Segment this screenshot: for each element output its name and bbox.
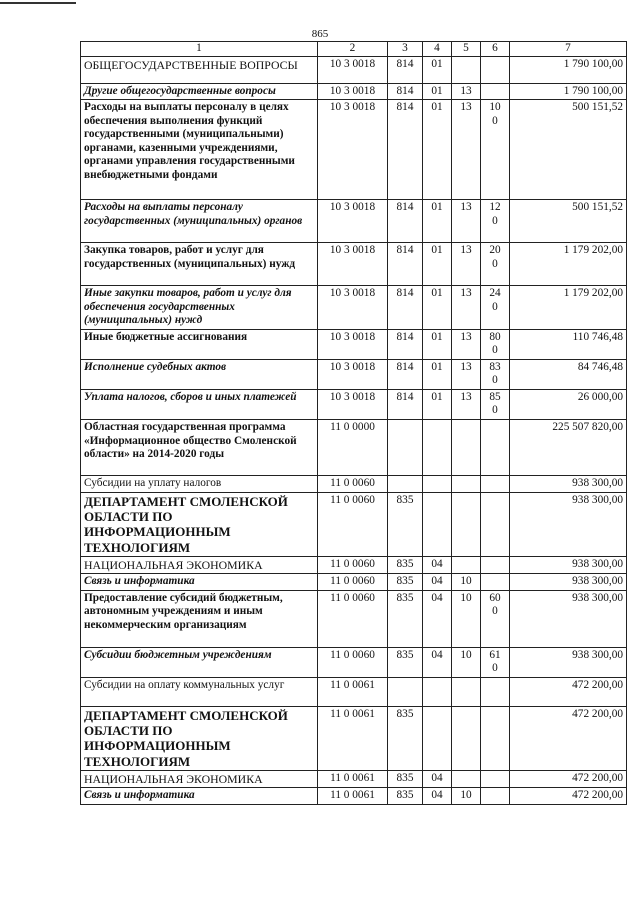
row-code: 10 3 0018 [318, 200, 388, 243]
table-row [81, 476, 627, 493]
row-name: Субсидии на оплату коммунальных услуг [81, 677, 318, 706]
row-ministry: 814 [388, 329, 423, 359]
row-ministry: 814 [388, 83, 423, 100]
table-row [81, 359, 627, 389]
row-code: 11 0 0060 [318, 647, 388, 677]
row-section: 04 [423, 590, 452, 647]
row-expense-type: 80 0 [481, 329, 510, 359]
row-amount: 938 300,00 [510, 590, 627, 647]
col-header-subsection: 5 [452, 42, 481, 57]
row-amount: 500 151,52 [510, 100, 627, 200]
row-section: 01 [423, 100, 452, 200]
table-row [81, 788, 627, 805]
row-section: 04 [423, 574, 452, 591]
row-expense-type [481, 420, 510, 476]
row-amount: 1 179 202,00 [510, 243, 627, 286]
row-amount: 472 200,00 [510, 677, 627, 706]
row-section [423, 677, 452, 706]
row-expense-type [481, 476, 510, 493]
row-expense-type [481, 770, 510, 787]
table-row [81, 200, 627, 243]
row-section: 01 [423, 286, 452, 330]
row-ministry: 835 [388, 706, 423, 770]
row-amount: 500 151,52 [510, 200, 627, 243]
row-section: 01 [423, 389, 452, 419]
row-code: 10 3 0018 [318, 359, 388, 389]
row-amount: 26 000,00 [510, 389, 627, 419]
row-code: 10 3 0018 [318, 286, 388, 330]
row-subsection [452, 420, 481, 476]
row-subsection [452, 556, 481, 573]
col-header-expense-type: 6 [481, 42, 510, 57]
col-header-name: 1 [81, 42, 318, 57]
row-name: Областная государственная программа «Информационное общество Смоленской области» на 2014-2020 годы [81, 420, 318, 476]
row-code: 10 3 0018 [318, 100, 388, 200]
row-ministry: 835 [388, 590, 423, 647]
row-code: 11 0 0060 [318, 476, 388, 493]
row-expense-type: 61 0 [481, 647, 510, 677]
table-row [81, 590, 627, 647]
row-section: 04 [423, 788, 452, 805]
table-row [81, 286, 627, 330]
row-subsection [452, 706, 481, 770]
row-ministry: 814 [388, 56, 423, 83]
table-row [81, 647, 627, 677]
row-subsection: 10 [452, 788, 481, 805]
row-amount: 472 200,00 [510, 770, 627, 787]
table-row [81, 706, 627, 770]
table-row [81, 420, 627, 476]
row-subsection [452, 56, 481, 83]
row-section: 01 [423, 200, 452, 243]
table-row [81, 770, 627, 787]
row-amount: 938 300,00 [510, 574, 627, 591]
table-body [81, 56, 627, 804]
row-expense-type [481, 56, 510, 83]
row-subsection: 13 [452, 286, 481, 330]
row-subsection: 13 [452, 100, 481, 200]
row-subsection: 13 [452, 83, 481, 100]
row-ministry: 814 [388, 243, 423, 286]
row-amount: 84 746,48 [510, 359, 627, 389]
row-subsection: 13 [452, 389, 481, 419]
row-subsection: 10 [452, 647, 481, 677]
row-subsection [452, 492, 481, 556]
row-subsection: 13 [452, 329, 481, 359]
row-ministry [388, 420, 423, 476]
table-row [81, 677, 627, 706]
row-ministry: 814 [388, 100, 423, 200]
row-code: 11 0 0061 [318, 677, 388, 706]
row-section: 01 [423, 329, 452, 359]
row-subsection [452, 476, 481, 493]
row-name: Расходы на выплаты персоналу государственных (муниципальных) органов [81, 200, 318, 243]
row-amount: 472 200,00 [510, 788, 627, 805]
row-name: Исполнение судебных актов [81, 359, 318, 389]
row-amount: 1 790 100,00 [510, 56, 627, 83]
row-name: НАЦИОНАЛЬНАЯ ЭКОНОМИКА [81, 556, 318, 573]
row-section [423, 492, 452, 556]
row-name: Субсидии бюджетным учреждениям [81, 647, 318, 677]
table-row [81, 83, 627, 100]
row-expense-type: 83 0 [481, 359, 510, 389]
row-code: 10 3 0018 [318, 329, 388, 359]
row-expense-type [481, 677, 510, 706]
row-ministry: 835 [388, 574, 423, 591]
row-code: 11 0 0060 [318, 492, 388, 556]
col-header-code: 2 [318, 42, 388, 57]
top-rule [0, 2, 76, 4]
row-subsection: 10 [452, 590, 481, 647]
row-expense-type [481, 574, 510, 591]
table-row [81, 243, 627, 286]
row-expense-type: 24 0 [481, 286, 510, 330]
table-row [81, 389, 627, 419]
row-ministry: 835 [388, 788, 423, 805]
row-code: 11 0 0060 [318, 556, 388, 573]
table-row [81, 100, 627, 200]
row-code: 10 3 0018 [318, 83, 388, 100]
row-code: 11 0 0060 [318, 574, 388, 591]
table-row [81, 574, 627, 591]
table-row [81, 492, 627, 556]
row-subsection [452, 677, 481, 706]
row-name: Уплата налогов, сборов и иных платежей [81, 389, 318, 419]
row-name: Предоставление субсидий бюджетным, автономным учреждениям и иным некоммерческим организациям [81, 590, 318, 647]
row-ministry [388, 476, 423, 493]
row-ministry: 835 [388, 492, 423, 556]
table-row [81, 556, 627, 573]
row-name: Связь и информатика [81, 574, 318, 591]
row-ministry [388, 677, 423, 706]
row-amount: 1 790 100,00 [510, 83, 627, 100]
row-ministry: 835 [388, 647, 423, 677]
row-expense-type [481, 556, 510, 573]
row-section [423, 476, 452, 493]
row-section: 04 [423, 770, 452, 787]
row-expense-type [481, 83, 510, 100]
row-amount: 1 179 202,00 [510, 286, 627, 330]
row-amount: 225 507 820,00 [510, 420, 627, 476]
row-section: 01 [423, 83, 452, 100]
row-code: 11 0 0060 [318, 590, 388, 647]
row-section [423, 420, 452, 476]
row-expense-type [481, 706, 510, 770]
budget-table [80, 41, 627, 805]
row-code: 10 3 0018 [318, 389, 388, 419]
row-code: 11 0 0061 [318, 770, 388, 787]
row-section: 04 [423, 647, 452, 677]
row-name: ДЕПАРТАМЕНТ СМОЛЕНСКОЙ ОБЛАСТИ ПО ИНФОРМАЦИОННЫМ ТЕХНОЛОГИЯМ [81, 492, 318, 556]
row-ministry: 835 [388, 556, 423, 573]
row-ministry: 814 [388, 200, 423, 243]
row-subsection: 13 [452, 359, 481, 389]
row-name: Субсидии на уплату налогов [81, 476, 318, 493]
row-expense-type [481, 788, 510, 805]
row-ministry: 814 [388, 359, 423, 389]
row-name: Иные закупки товаров, работ и услуг для обеспечения государственных (муниципальных) нужд [81, 286, 318, 330]
row-expense-type: 20 0 [481, 243, 510, 286]
row-expense-type: 85 0 [481, 389, 510, 419]
row-expense-type: 10 0 [481, 100, 510, 200]
row-name: Другие общегосударственные вопросы [81, 83, 318, 100]
row-code: 10 3 0018 [318, 56, 388, 83]
row-subsection: 13 [452, 200, 481, 243]
row-name: ДЕПАРТАМЕНТ СМОЛЕНСКОЙ ОБЛАСТИ ПО ИНФОРМАЦИОННЫМ ТЕХНОЛОГИЯМ [81, 706, 318, 770]
row-ministry: 814 [388, 286, 423, 330]
row-expense-type [481, 492, 510, 556]
row-amount: 938 300,00 [510, 647, 627, 677]
row-section: 04 [423, 556, 452, 573]
row-name: Иные бюджетные ассигнования [81, 329, 318, 359]
row-name: ОБЩЕГОСУДАРСТВЕННЫЕ ВОПРОСЫ [81, 56, 318, 83]
row-expense-type: 60 0 [481, 590, 510, 647]
row-ministry: 814 [388, 389, 423, 419]
row-subsection [452, 770, 481, 787]
row-amount: 110 746,48 [510, 329, 627, 359]
row-name: Расходы на выплаты персоналу в целях обеспечения выполнения функций государственными (муниципальными) органами, казенными учреждениями, органами управления государственными внебюджетными фондами [81, 100, 318, 200]
row-name: НАЦИОНАЛЬНАЯ ЭКОНОМИКА [81, 770, 318, 787]
table-row [81, 56, 627, 83]
row-section: 01 [423, 359, 452, 389]
row-amount: 472 200,00 [510, 706, 627, 770]
col-header-ministry: 3 [388, 42, 423, 57]
row-section: 01 [423, 243, 452, 286]
row-subsection: 13 [452, 243, 481, 286]
row-expense-type: 12 0 [481, 200, 510, 243]
row-amount: 938 300,00 [510, 492, 627, 556]
row-section: 01 [423, 56, 452, 83]
row-amount: 938 300,00 [510, 556, 627, 573]
table-header-row [81, 42, 627, 57]
col-header-section: 4 [423, 42, 452, 57]
row-ministry: 835 [388, 770, 423, 787]
row-code: 11 0 0000 [318, 420, 388, 476]
page-number: 865 [311, 28, 329, 40]
row-name: Связь и информатика [81, 788, 318, 805]
row-section [423, 706, 452, 770]
table-row [81, 329, 627, 359]
row-name: Закупка товаров, работ и услуг для государственных (муниципальных) нужд [81, 243, 318, 286]
col-header-amount: 7 [510, 42, 627, 57]
row-code: 11 0 0061 [318, 788, 388, 805]
row-amount: 938 300,00 [510, 476, 627, 493]
row-code: 10 3 0018 [318, 243, 388, 286]
row-code: 11 0 0061 [318, 706, 388, 770]
row-subsection: 10 [452, 574, 481, 591]
